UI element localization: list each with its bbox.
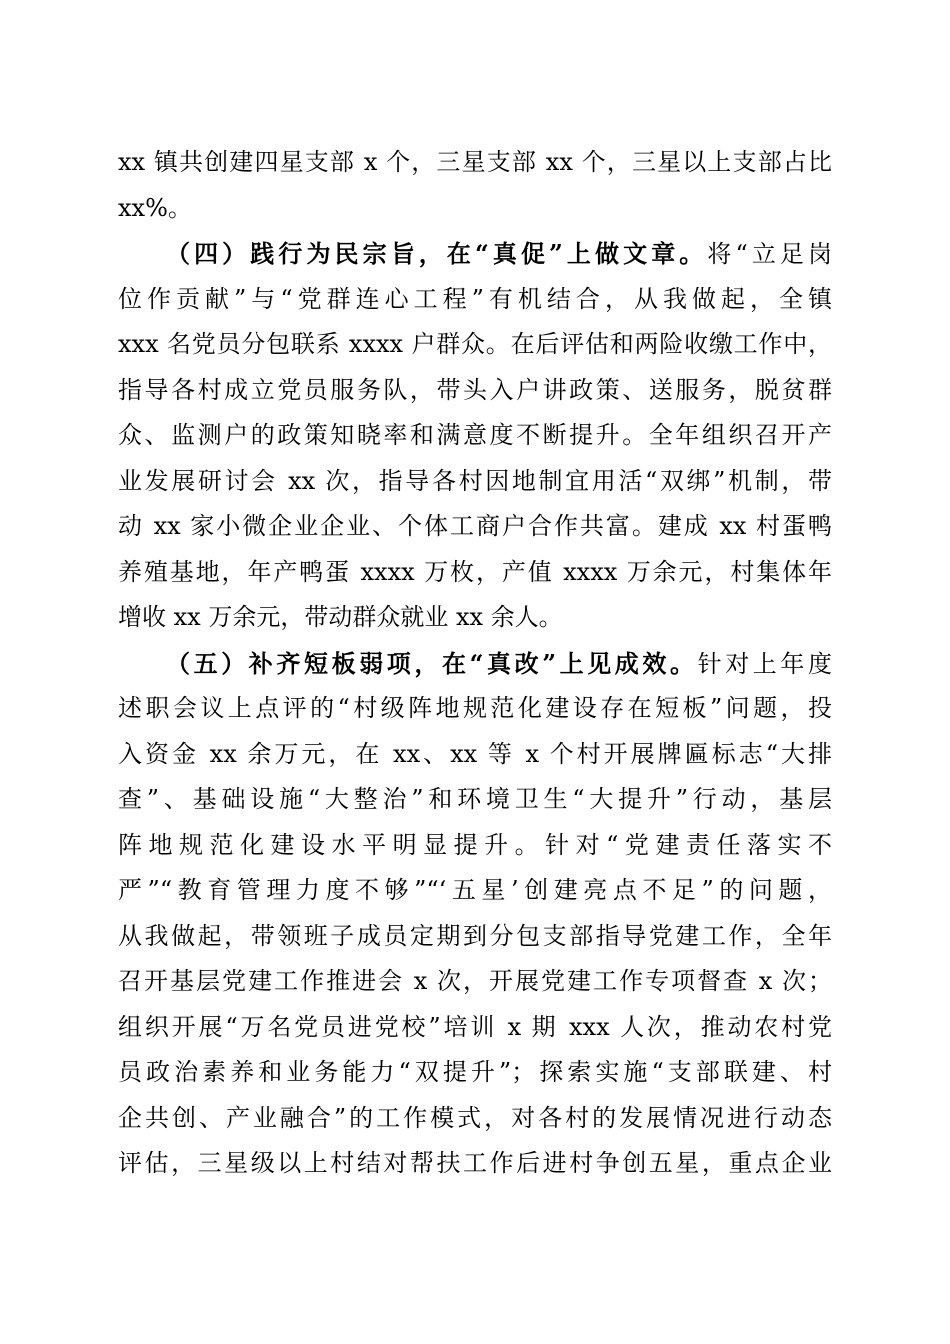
text-line: 述职会议上点评的“村级阵地规范化建设存在短板”问题，投 xyxy=(118,694,832,722)
section-heading-4: （四）践行为民宗旨，在“真促”上做文章。 xyxy=(166,239,708,268)
text-line: 企共创、产业融合”的工作模式，对各村的发展情况进行动态 xyxy=(118,1103,832,1132)
text-line: 阵地规范化建设水平明显提升。针对“党建责任落实不 xyxy=(118,830,832,859)
text-line: xxx 名党员分包联系 xxxx 户群众。在后评估和两险收缴工作中， xyxy=(118,330,832,358)
text-line: 养殖基地，年产鸭蛋 xxxx 万枚，产值 xxxx 万余元，村集体年 xyxy=(118,557,832,586)
paragraph-2 xyxy=(118,231,832,641)
text-line: 评估，三星级以上村结对帮扶工作后进村争创五星，重点企业 xyxy=(118,1149,832,1177)
text-line: 增收 xx 万余元，带动群众就业 xx 余人。 xyxy=(118,603,563,631)
text-line: xx 镇共创建四星支部 x 个，三星支部 xx 个，三星以上支部占比 xyxy=(118,148,832,176)
text-run: 针对上年度 xyxy=(697,649,833,678)
text-line: 从我做起，带领班子成员定期到分包支部指导党建工作，全年 xyxy=(118,921,832,950)
document-body xyxy=(118,140,832,1187)
paragraph-first-line xyxy=(118,231,832,277)
text-line: 众、监测户的政策知晓率和满意度不断提升。全年组织召开产 xyxy=(118,421,832,449)
text-line: 严”“教育管理力度不够”“‘五星’创建亮点不足”的问题， xyxy=(118,876,832,904)
text-line: 查”、基础设施“大整治”和环境卫生“大提升”行动，基层 xyxy=(118,785,832,813)
text-line: 位作贡献”与“党群连心工程”有机结合，从我做起，全镇 xyxy=(118,284,832,313)
paragraph-first-line xyxy=(118,641,832,687)
paragraph-1 xyxy=(118,140,832,231)
text-line: 入资金 xx 余万元，在 xx、xx 等 x 个村开展牌匾标志“大排 xyxy=(118,739,832,768)
text-line: 组织开展“万名党员进党校”培训 x 期 xxx 人次，推动农村党 xyxy=(118,1012,832,1041)
text-line: 召开基层党建工作推进会 x 次，开展党建工作专项督查 x 次； xyxy=(118,967,832,995)
text-run: 将“立足岗 xyxy=(707,240,832,268)
text-line: 业发展研讨会 xx 次，指导各村因地制宜用活“双绑”机制，带 xyxy=(118,466,832,495)
text-line: 指导各村成立党员服务队，带头入户讲政策、送服务，脱贫群 xyxy=(118,375,832,404)
text-line: 员政治素养和业务能力“双提升”；探索实施“支部联建、村 xyxy=(118,1058,832,1086)
section-heading-5: （五）补齐短板弱项，在“真改”上见成效。 xyxy=(166,648,698,678)
text-line: 动 xx 家小微企业企业、个体工商户合作共富。建成 xx 村蛋鸭 xyxy=(118,512,832,540)
paragraph-3 xyxy=(118,641,832,1187)
text-line: xx%。 xyxy=(118,193,192,222)
